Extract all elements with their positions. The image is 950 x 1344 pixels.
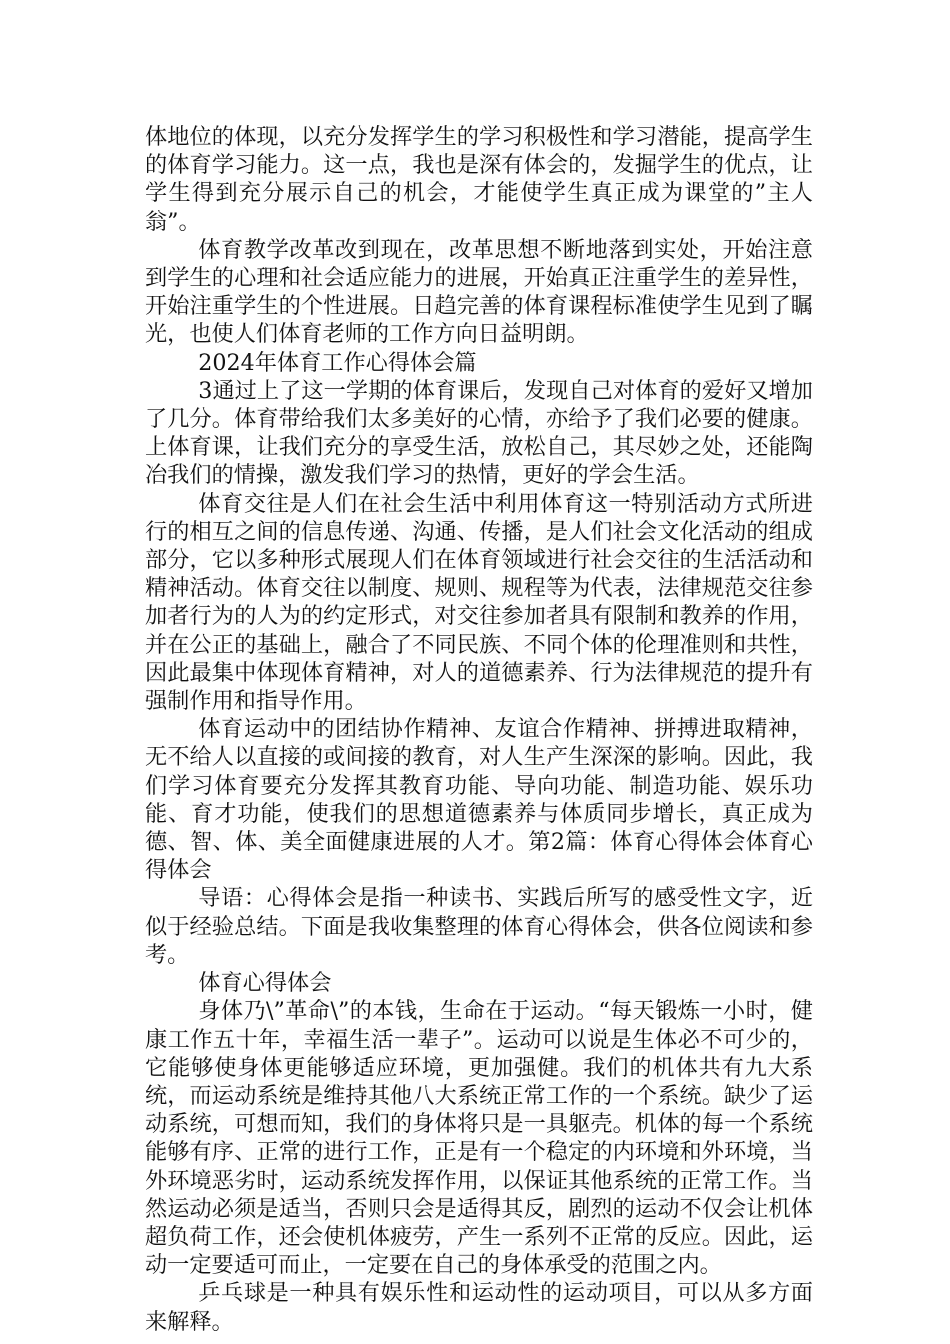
paragraph-8: 乒乓球是一种具有娱乐性和运动性的运动项目，可以从多方面来解释。 (145, 1280, 813, 1335)
section-heading-2: 体育心得体会 (198, 970, 332, 997)
paragraph-1: 体地位的体现，以充分发挥学生的学习积极性和学习潜能，提高学生的体育学习能力。这一点，我也是深有体会的，发掘学生的优点，让学生得到充分展示自己的机会，才能使学生真正成为课堂的”主人翁”。 (145, 124, 813, 235)
paragraph-4: 体育交往是人们在社会生活中利用体育这一特别活动方式所进行的相互之间的信息传递、沟通、传播，是人们社会文化活动的组成部分，它以多种形式展现人们在体育领域进行社会交往的生活活动和精神活动。体育交往以制度、规则、规程等为代表，法律规范交往参加者行为的人为的约定形式，对交往参加者具有限制和教养的作用，并在公正的基础上，融合了不同民族、不同个体的伦理准则和共性，因此最集中体现体育精神，对人的道德素养、行为法律规范的提升有强制作用和指导作用。 (145, 490, 813, 715)
section-heading-1: 2024年体育工作心得体会篇 (198, 349, 477, 376)
paragraph-2: 体育教学改革改到现在，改革思想不断地落到实处，开始注意到学生的心理和社会适应能力的进展，开始真正注重学生的差异性，开始注重学生的个性进展。日趋完善的体育课程标准使学生见到了瞩光，也使人们体育老师的工作方向日益明朗。 (145, 236, 813, 348)
paragraph-7: 身体乃\”革命\”的本钱，生命在于运动。“每天锻炼一小时，健康工作五十年，幸福生活一辈子”。运动可以说是生体必不可少的，它能够使身体更能够适应环境，更加强健。我们的机体共有九大系统，而运动系统是维持其他八大系统正常工作的一个系统。缺少了运动系统，可想而知，我们的身体将只是一具躯壳。机体的每一个系统能够有序、正常的进行工作，正是有一个稳定的内环境和外环境，当外环境恶劣时，运动系统发挥作用，以保证其他系统的正常工作。当然运动必须是适当，否则只会是适得其反，剧烈的运动不仅会让机体超负荷工作，还会使机体疲劳，产生一系列不正常的反应。因此，运动一定要适可而止，一定要在自己的身体承受的范围之内。 (145, 998, 813, 1279)
paragraph-3: 3通过上了这一学期的体育课后，发现自己对体育的爱好又增加了几分。体育带给我们太多美好的心情，亦给予了我们必要的健康。上体育课，让我们充分的享受生活，放松自己，其尽妙之处，还能陶冶我们的情操，激发我们学习的热情，更好的学会生活。 (145, 377, 813, 489)
paragraph-6: 导语：心得体会是指一种读书、实践后所写的感受性文字，近似于经验总结。下面是我收集整理的体育心得体会，供各位阅读和参考。 (145, 885, 813, 968)
paragraph-5: 体育运动中的团结协作精神、友谊合作精神、拼搏进取精神，无不给人以直接的或间接的教育，对人生产生深深的影响。因此，我们学习体育要充分发挥其教育功能、导向功能、制造功能、娱乐功能、育才功能，使我们的思想道德素养与体质同步增长，真正成为德、智、体、美全面健康进展的人才。第2篇：体育心得体会体育心得体会 (145, 716, 813, 884)
document-page (145, 123, 813, 1336)
